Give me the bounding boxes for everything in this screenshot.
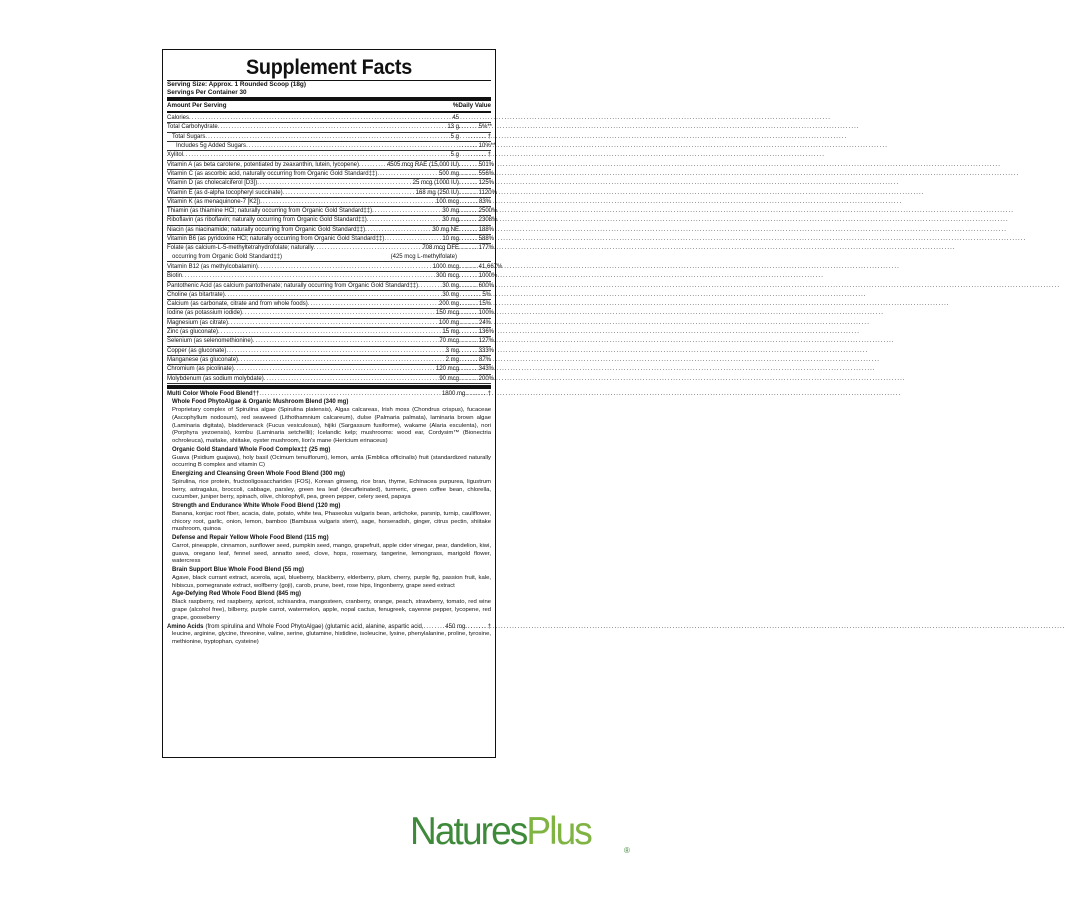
nutrient-amount: 708 mcg DFE bbox=[422, 245, 459, 252]
nutrient-dv: ....... 15% bbox=[459, 300, 491, 308]
nutrient-name: Choline (as bitartrate) bbox=[167, 291, 225, 298]
serving-size: Serving Size: Approx. 1 Rounded Scoop (18g) bbox=[167, 81, 306, 88]
blend-section-ingredients: Guava (Psidium guajava), holy basil (Ocimum tenuiflorum), lemon, amla (Emblica officinalis) fruit (standardized naturally occurring B complex and vitamin C) bbox=[172, 454, 491, 469]
nutrient-list bbox=[167, 114, 498, 244]
nutrient-dv: ....... 501% bbox=[459, 161, 491, 169]
table-row bbox=[167, 226, 495, 235]
nutrient-dv: ....... 125% bbox=[459, 179, 491, 187]
nutrient-amount: 100 mcg bbox=[435, 198, 459, 205]
nutrient-amount: 5 g bbox=[450, 133, 459, 140]
nutrient-dv: ....... 100% bbox=[459, 309, 491, 317]
nutrient-name: Vitamin K (as menaquinone-7 [K2]) bbox=[167, 198, 261, 205]
whole-food-blend bbox=[167, 390, 491, 647]
nutrient-amount: 45 bbox=[452, 115, 459, 122]
nutrient-amount: 30 mg bbox=[442, 291, 459, 298]
table-row bbox=[167, 300, 491, 309]
nutrient-name: Xylitol bbox=[167, 152, 184, 159]
nutrient-amount: 30 mg bbox=[442, 208, 459, 215]
nutrient-amount: 90 mcg bbox=[439, 375, 459, 382]
nutrient-name: Vitamin B6 (as pyridoxine HCl; naturally occurring from Organic Gold Standard‡‡) bbox=[167, 236, 385, 243]
blend-section-ingredients: Spirulina, rice protein, fructooligosaccharides (FOS), Korean ginseng, rice bran, thyme, Echinacea purpurea, ligustrum berry, astragalus, broccoli, cabbage, parsley, green tea leaf (decaffeinated), turmeric, green coffee bean, chlorella, cucumber, juniper berry, spinach, olive, chlorophyll, pea, green pepper, celery seed, papaya bbox=[172, 478, 491, 501]
nutrient-dv: ....... 2500% bbox=[459, 207, 491, 215]
nutrient-amount: 25 mcg (1000 IU) bbox=[412, 180, 459, 187]
nutrient-amount: 200 mg bbox=[438, 301, 459, 308]
folate-methylfolate: (425 mcg L-methylfolate) bbox=[390, 253, 457, 260]
table-row bbox=[167, 151, 491, 160]
nutrient-dv: ....... 127% bbox=[459, 337, 491, 345]
blend-section-title: Whole Food PhytoAlgae & Organic Mushroom Blend (340 mg) bbox=[172, 399, 349, 406]
table-row bbox=[167, 356, 491, 365]
column-header bbox=[167, 101, 491, 111]
nutrient-name: Pantothenic Acid (as calcium pantothenate; naturally occurring from Organic Gold Standard‡‡) bbox=[167, 282, 419, 289]
nutrient-dv: ....... 87% bbox=[459, 356, 491, 364]
nutrient-dv: ....... 556% bbox=[459, 170, 491, 178]
nutrient-name: Vitamin B12 (as methylcobalamin) bbox=[167, 263, 258, 270]
table-row bbox=[167, 282, 495, 291]
nutrient-amount: 2 mg bbox=[445, 356, 459, 363]
nutrient-name: Vitamin A (as beta carotene, potentiated by zeaxanthin, lutein, lycopene) bbox=[167, 161, 360, 168]
nutrient-amount: 3 mg bbox=[445, 347, 459, 354]
nutrient-amount: 1000 mcg bbox=[432, 263, 459, 270]
table-row bbox=[167, 337, 495, 346]
nutrient-dv: ....... 343% bbox=[459, 365, 491, 373]
nutrient-dv: ....... 24% bbox=[459, 319, 491, 327]
nutrient-amount: 30 mg NE bbox=[432, 226, 459, 233]
table-row bbox=[167, 198, 491, 207]
blend-section-ingredients: Black raspberry, red raspberry, apricot, schisandra, mangosteen, cranberry, orange, peach, strawberry, tomato, red wine grape (alcohol free), bilberry, purple carrot, watermelon, apple, nopal cactus, fenugreek, cayenne pepper, lycopene, red grape, gooseberry bbox=[172, 598, 491, 621]
nutrient-name: Niacin (as niacinamide; naturally occurring from Organic Gold Standard‡‡) bbox=[167, 226, 366, 233]
folate-row-continued bbox=[167, 253, 491, 262]
nutrient-name: Copper (as gluconate) bbox=[167, 347, 227, 354]
table-row bbox=[167, 309, 495, 318]
nutrient-amount: 168 mg (250 IU) bbox=[415, 189, 459, 196]
nutrient-amount: 15 mg bbox=[442, 329, 459, 336]
blend-section-title: Strength and Endurance White Whole Food Blend (120 mg) bbox=[172, 503, 341, 510]
nutrient-amount: 120 mcg bbox=[435, 366, 459, 373]
table-row bbox=[167, 347, 495, 356]
mineral-list bbox=[167, 263, 503, 384]
table-row bbox=[167, 263, 503, 272]
blend-section-ingredients: Carrot, pineapple, cinnamon, sunflower seed, pumpkin seed, mango, grapefruit, apple cider vinegar, pear, dandelion, kiwi, guava, oregano leaf, fennel seed, annatto seed, clove, hops, rosemary, tangerine, lemongrass, marigold flower, watercress bbox=[172, 542, 491, 565]
nutrient-dv: ....... 188% bbox=[459, 226, 491, 234]
nutrient-amount: 70 mcg bbox=[439, 338, 459, 345]
servings-per-container: Servings Per Container 30 bbox=[167, 88, 247, 96]
amino-amount: 450 mg bbox=[445, 623, 466, 630]
table-row bbox=[167, 142, 496, 151]
blend-section-title: Organic Gold Standard Whole Food Complex‡‡ (25 mg) bbox=[172, 447, 331, 454]
table-row bbox=[167, 161, 495, 170]
nutrient-dv: ....... 2308% bbox=[459, 216, 491, 224]
table-row bbox=[167, 291, 491, 300]
nutrient-name: Calories bbox=[167, 115, 190, 122]
nutrient-name: Iodine (as potassium iodide) bbox=[167, 310, 243, 317]
nutrient-amount: 10 mg bbox=[442, 236, 459, 243]
blend-sections bbox=[167, 398, 491, 622]
blend-section-title: Age-Defying Red Whole Food Blend (845 mg) bbox=[172, 591, 302, 598]
panel-title: Supplement Facts bbox=[246, 55, 412, 79]
nutrient-dv: ....... 136% bbox=[459, 328, 491, 336]
nutrient-dv: ....... 600% bbox=[459, 282, 491, 290]
nutrient-amount: 300 mcg bbox=[435, 273, 459, 280]
nutrient-amount: 30 mg bbox=[442, 282, 459, 289]
blend-section-ingredients: Banana, konjac root fiber, acacia, date, potato, white tea, Phaseolus vulgaris bean, artichoke, parsnip, turnip, cauliflower, chicory root, garlic, onion, lemon, bamboo (Bambusa vulgaris stem), sage, horseradish, ginger, citrus pectin, shiitake mushroom, quinoa bbox=[172, 510, 491, 533]
nutrient-amount: 5 g bbox=[450, 152, 459, 159]
nutrient-name: Includes 5g Added Sugars bbox=[176, 143, 247, 150]
nutrient-amount: 4505 mcg RAE (15,000 IU) bbox=[386, 161, 459, 168]
naturesplus-logo bbox=[410, 810, 640, 860]
blend-section-title: Defense and Repair Yellow Whole Food Blend (115 mg) bbox=[172, 535, 329, 542]
amino-list: leucine, arginine, glycine, threonine, valine, serine, glutamine, histidine, isoleucine, lysine, phenylalanine, proline, tyrosine, methionine, tryptophan, cysteine) bbox=[172, 631, 491, 645]
blend-section-title: Energizing and Cleansing Green Whole Food Blend (300 mg) bbox=[172, 471, 346, 478]
table-row bbox=[167, 123, 491, 132]
nutrient-amount: 30 mg bbox=[442, 217, 459, 224]
table-row bbox=[167, 189, 497, 198]
nutrient-name: Biotin bbox=[167, 273, 183, 280]
nutrient-dv: ....... 5% bbox=[459, 291, 491, 299]
table-row bbox=[167, 328, 495, 337]
table-row bbox=[167, 207, 498, 216]
nutrient-dv: ....... † bbox=[459, 133, 491, 141]
blend-dv: ........ † bbox=[465, 390, 491, 399]
nutrient-name: Manganese (as gluconate) bbox=[167, 356, 239, 363]
table-row bbox=[167, 133, 491, 142]
supplement-facts-panel bbox=[162, 49, 503, 758]
nutrient-name: Chromium (as picolinate) bbox=[167, 366, 234, 373]
logo-wordmark bbox=[410, 810, 591, 854]
blend-section-ingredients: Agave, black currant extract, acerola, açaí, blueberry, blackberry, elderberry, plum, cherry, purple fig, passion fruit, kale, hibiscus, pomegranate extract, wolfberry (goji), carob, prune, beet, rose hips, lingonberry, grape seed extract bbox=[172, 574, 491, 589]
nutrient-name: Calcium (as carbonate, citrate and from whole foods) bbox=[167, 301, 308, 308]
nutrient-name: Total Sugars bbox=[172, 133, 206, 140]
daily-value-label: %Daily Value bbox=[452, 102, 491, 110]
nutrient-name: Riboflavin (as riboflavin; naturally occurring from Organic Gold Standard‡‡) bbox=[167, 217, 367, 224]
nutrient-dv: ....... 177% bbox=[459, 244, 491, 252]
nutrient-name: Total Carbohydrate bbox=[167, 124, 218, 131]
table-row bbox=[167, 179, 495, 188]
folate-row bbox=[167, 244, 495, 252]
blend-header-row bbox=[167, 390, 491, 399]
blend-name: Multi Color Whole Food Blend†† bbox=[167, 390, 260, 397]
table-row bbox=[167, 216, 498, 225]
logo-natures: Natures bbox=[410, 810, 527, 853]
blend-section-ingredients: Proprietary complex of Spirulina algae (Spirulina platensis), Algas calcareas, Irish moss (Chondrus crispus), fucaceae (Ascophyllum nodosum), red seaweed (Lithothamnium calcareum), dulse (Palmaria palmata), laminaria brown algae (Laminaria digitata), bladderwrack (Fucus vesiculosus), hijiki (Sargassum fusiforme), wakame (Alaria esculenta), nori (Porphyra yezoensis), kombu (Laminaria setchellii); Icelandic kelp; mushrooms: wood ear, Cordysim™ (Bionectria ochroleuca), maitake, shiitake, oyster mushroom, lion's mane (Hericium erinaceus) bbox=[172, 406, 491, 445]
blend-section-title: Brain Support Blue Whole Food Blend (55 mg) bbox=[172, 567, 304, 574]
nutrient-dv: ....... 83% bbox=[459, 198, 491, 206]
table-row bbox=[167, 319, 491, 328]
nutrient-amount: 100 mg bbox=[438, 319, 459, 326]
table-row bbox=[167, 170, 495, 179]
table-row bbox=[167, 235, 495, 244]
amino-dv: ........ † bbox=[465, 623, 491, 632]
nutrient-name: Vitamin E (as d-alpha tocopheryl succinate) bbox=[167, 189, 283, 196]
nutrient-dv: ....... 200% bbox=[459, 375, 491, 383]
nutrient-dv: ....... 41,667% bbox=[459, 263, 491, 271]
nutrient-name: Vitamin D (as cholecalciferol [D3]) bbox=[167, 180, 258, 187]
table-row bbox=[167, 365, 495, 374]
nutrient-amount: 150 mcg bbox=[435, 310, 459, 317]
nutrient-dv bbox=[459, 114, 491, 122]
amino-desc: (from spirulina and Whole Food PhytoAlgae) (glutamic acid, alanine, aspartic acid, bbox=[205, 623, 424, 630]
amount-per-serving-label: Amount Per Serving bbox=[167, 102, 227, 110]
nutrient-dv: ....... 5%** bbox=[459, 123, 491, 131]
divider-medium bbox=[167, 111, 491, 113]
logo-plus: Plus bbox=[526, 810, 591, 853]
nutrient-dv: ....... 588% bbox=[459, 235, 491, 243]
divider-thick bbox=[167, 385, 491, 389]
nutrient-dv: ....... 1120% bbox=[459, 189, 491, 197]
table-row bbox=[167, 114, 491, 123]
blend-amount: 1800 mg bbox=[441, 390, 466, 397]
registered-mark: ® bbox=[624, 846, 630, 855]
nutrient-name: Vitamin C (as ascorbic acid, naturally occurring from Organic Gold Standard‡‡) bbox=[167, 170, 378, 177]
folate-source: occurring from Organic Gold Standard‡‡) bbox=[172, 253, 283, 260]
nutrient-dv: ....... 333% bbox=[459, 347, 491, 355]
nutrient-amount: 13 g bbox=[447, 124, 459, 131]
nutrient-amount: 500 mg bbox=[438, 170, 459, 177]
amino-name: Amino Acids bbox=[167, 623, 204, 630]
table-row bbox=[167, 375, 495, 384]
nutrient-name: Folate (as calcium-L-5-methyltetrahydrofolate; naturally bbox=[167, 245, 314, 252]
nutrient-name: Molybdenum (as sodium molybdate) bbox=[167, 375, 264, 382]
nutrient-dv: ....... † bbox=[459, 151, 491, 159]
nutrient-name: Thiamin (as thiamine HCl; naturally occurring from Organic Gold Standard‡‡) bbox=[167, 208, 373, 215]
table-row bbox=[167, 244, 495, 252]
nutrient-dv: ....... 1000% bbox=[459, 272, 491, 280]
amino-acids-row bbox=[167, 623, 491, 632]
nutrient-name: Zinc (as gluconate) bbox=[167, 329, 219, 336]
table-row bbox=[167, 272, 498, 281]
nutrient-name: Selenium (as selenomethionine) bbox=[167, 338, 253, 345]
nutrient-name: Magnesium (as citrate) bbox=[167, 319, 229, 326]
nutrient-dv: ....... 10%** bbox=[459, 142, 491, 150]
